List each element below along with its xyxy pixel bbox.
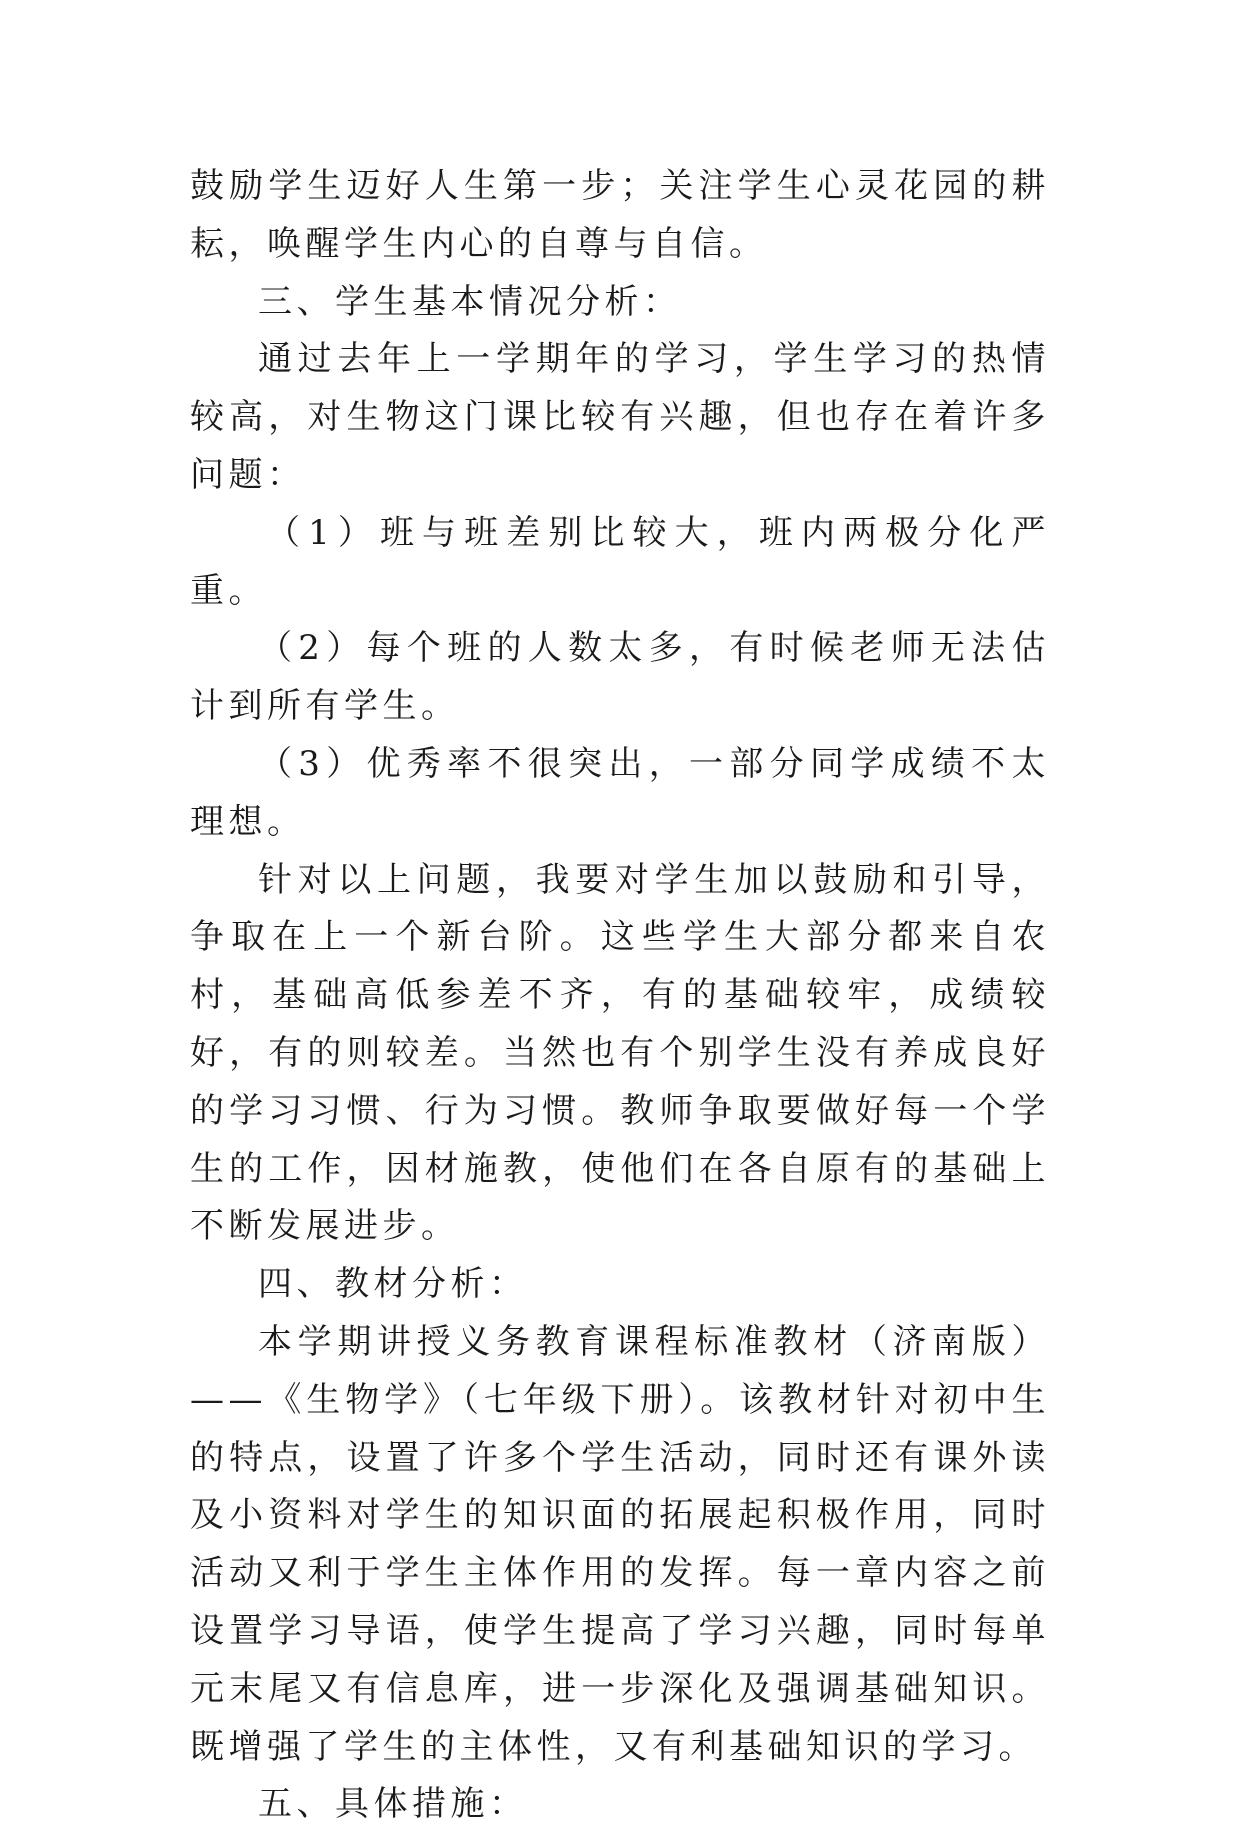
document-body [190,158,1050,1834]
list-item-problem-2: （2）每个班的人数太多，有时候老师无法估计到所有学生。 [190,628,1050,727]
section-heading-student-analysis: 三、学生基本情况分析： [258,281,682,322]
paragraph-response: 针对以上问题，我要对学生加以鼓励和引导，争取在上一个新台阶。这些学生大部分都来自农村，基础高低参差不齐，有的基础较牢，成绩较好，有的则较差。当然也有个别学生没有养成良好的学习习惯、行为习惯。教师争取要做好每一个学生的工作，因材施教，使他们在各自原有的基础上不断发展进步。 [190,859,1050,1247]
section-heading-textbook-analysis: 四、教材分析： [258,1264,528,1305]
paragraph-continuation: 鼓励学生迈好人生第一步；关注学生心灵花园的耕耘，唤醒学生内心的自尊与自信。 [190,166,1050,264]
paragraph-student-overview: 通过去年上一学期年的学习，学生学习的热情较高，对生物这门课比较有兴趣，但也存在着许多问题： [190,339,1050,495]
paragraph-textbook: 本学期讲授义务教育课程标准教材（济南版）——《生物学》（七年级下册）。该教材针对初中生的特点，设置了许多个学生活动，同时还有课外读及小资料对学生的知识面的拓展起积极作用，同时活动又利于学生主体作用的发挥。每一章内容之前设置学习导语，使学生提高了学习兴趣，同时每单元末尾又有信息库，进一步深化及强调基础知识。既增强了学生的主体性，又有利基础知识的学习。 [190,1321,1050,1767]
list-item-problem-1: （1）班与班差别比较大，班内两极分化严重。 [190,512,1050,611]
section-heading-measures: 五、具体措施： [258,1784,528,1825]
list-item-problem-3: （3）优秀率不很突出，一部分同学成绩不太理想。 [190,743,1050,842]
